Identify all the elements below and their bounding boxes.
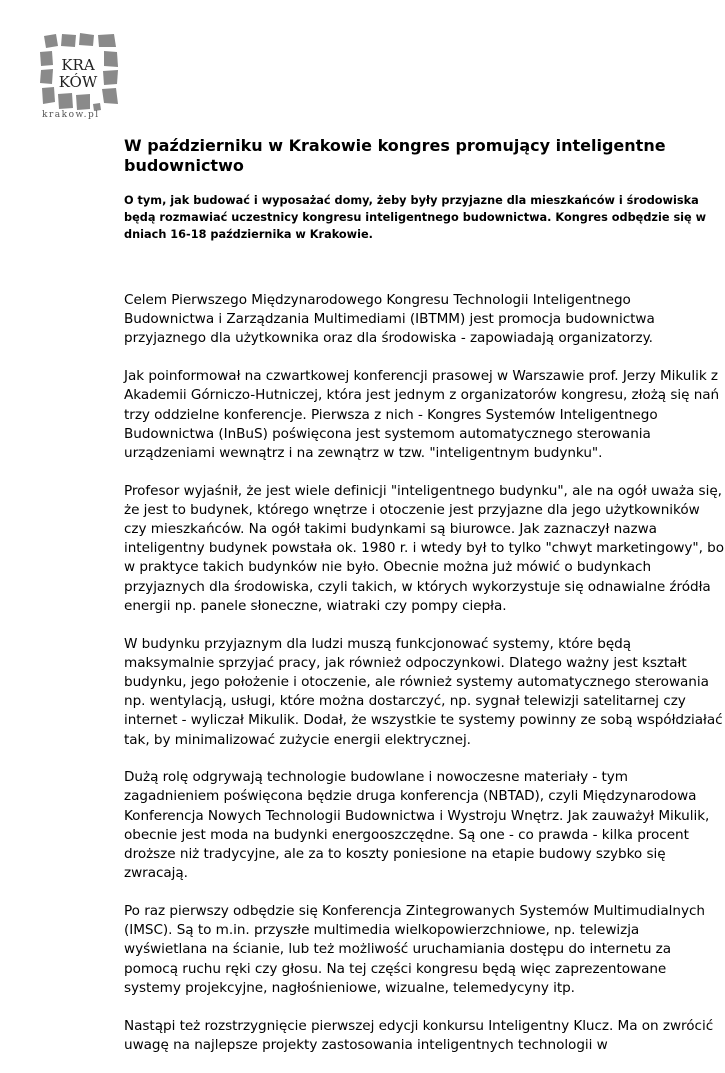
article-title: W październiku w Krakowie kongres promujący inteligentne budownictwo — [124, 136, 666, 175]
krakow-logo — [38, 32, 120, 122]
article-body — [124, 291, 724, 1073]
logo-text-line2: KÓW — [58, 73, 98, 91]
article-lead: O tym, jak budować i wyposażać domy, żeby były przyjazne dla mieszkańców i środowiska będą rozmawiać uczestnicy kongresu inteligentnego budownictwa. Kongres odbędzie się w dniach 16-18 października w Krakowie. — [124, 194, 707, 241]
article-paragraph: Nastąpi też rozstrzygnięcie pierwszej edycji konkursu Inteligentny Klucz. Ma on zwrócić uwagę na najlepsze projekty zastosowania inteligentnych technologii w — [124, 1017, 714, 1053]
logo-url: krakow.pl — [42, 110, 100, 120]
article-paragraph: W budynku przyjaznym dla ludzi muszą funkcjonować systemy, które będą maksymalnie sprzyjać pracy, jak również odpoczynkowi. Dlatego ważny jest kształt budynku, jego położenie i otoczenie, ale również systemy automatycznego sterowania np. wentylacją, usługi, które można dostarczyć, np. sygnał telewizji satelitarnej czy internet - wyliczał Mikulik. Dodał, że wszystkie te systemy powinny ze sobą współdziałać tak, by minimalizować zużycie energii elektrycznej. — [124, 635, 723, 748]
article-paragraph: Dużą rolę odgrywają technologie budowlane i nowoczesne materiały - tym zagadnieniem poświęcona będzie druga konferencja (NBTAD), czyli Międzynarodowa Konferencja Nowych Technologii Budownictwa i Wystroju Wnętrz. Jak zauważył Mikulik, obecnie jest moda na budynki energooszczędne. Są one - co prawda - kilka procent droższe niż tradycyjne, ale za to koszty poniesione na etapie budowy szybko się zwracają. — [124, 769, 710, 882]
logo-text-line1: KRA — [61, 56, 95, 74]
article-paragraph: Celem Pierwszego Międzynarodowego Kongresu Technologii Inteligentnego Budownictwa i Zarządzania Multimediami (IBTMM) jest promocja budownictwa przyjaznego dla użytkownika oraz dla środowiska - zapowiadają organizatorzy. — [124, 292, 655, 347]
article-paragraph: Jak poinformował na czwartkowej konferencji prasowej w Warszawie prof. Jerzy Mikulik z Akademii Górniczo-Hutniczej, która jest jednym z organizatorów kongresu, złożą się nań trzy oddzielne konferencje. Pierwsza z nich - Kongres Systemów Inteligentnego Budownictwa (InBuS) poświęcona jest systemom automatycznego sterowania urządzeniami wewnątrz i na zewnątrz w tzw. "inteligentnym budynku". — [124, 368, 720, 461]
article-paragraph: Po raz pierwszy odbędzie się Konferencja Zintegrowanych Systemów Multimudialnych (IMSC). Są to m.in. przyszłe multimedia wielkopowierzchniowe, np. telewizja wyświetlana na ścianie, lub też możliwość uruchamiania dostępu do internetu za pomocą ruchu ręki czy głosu. Na tej części kongresu będą więc zaprezentowane systemy projekcyjne, nagłośnieniowe, wizualne, telemedycyny itp. — [124, 902, 705, 996]
krakow-logo-graphic — [38, 32, 120, 112]
article-paragraph: Profesor wyjaśnił, że jest wiele definicji "inteligentnego budynku", ale na ogół uważa się, że jest to budynek, którego wnętrze i otoczenie jest przyjazne dla jego użytkowników czy mieszkańców. Na ogół takimi budynkami są biurowce. Jak zaznaczył nazwa inteligentny budynek powstała ok. 1980 r. i wtedy był to tylko "chwyt marketingowy", bo w praktyce takich budynków nie było. Obecnie można już mówić o budynkach przyjaznych dla środowiska, czyli takich, w których wykorzystuje się odnawialne źródła energii np. panele słoneczne, wiatraki czy pompy ciepła. — [124, 482, 724, 614]
